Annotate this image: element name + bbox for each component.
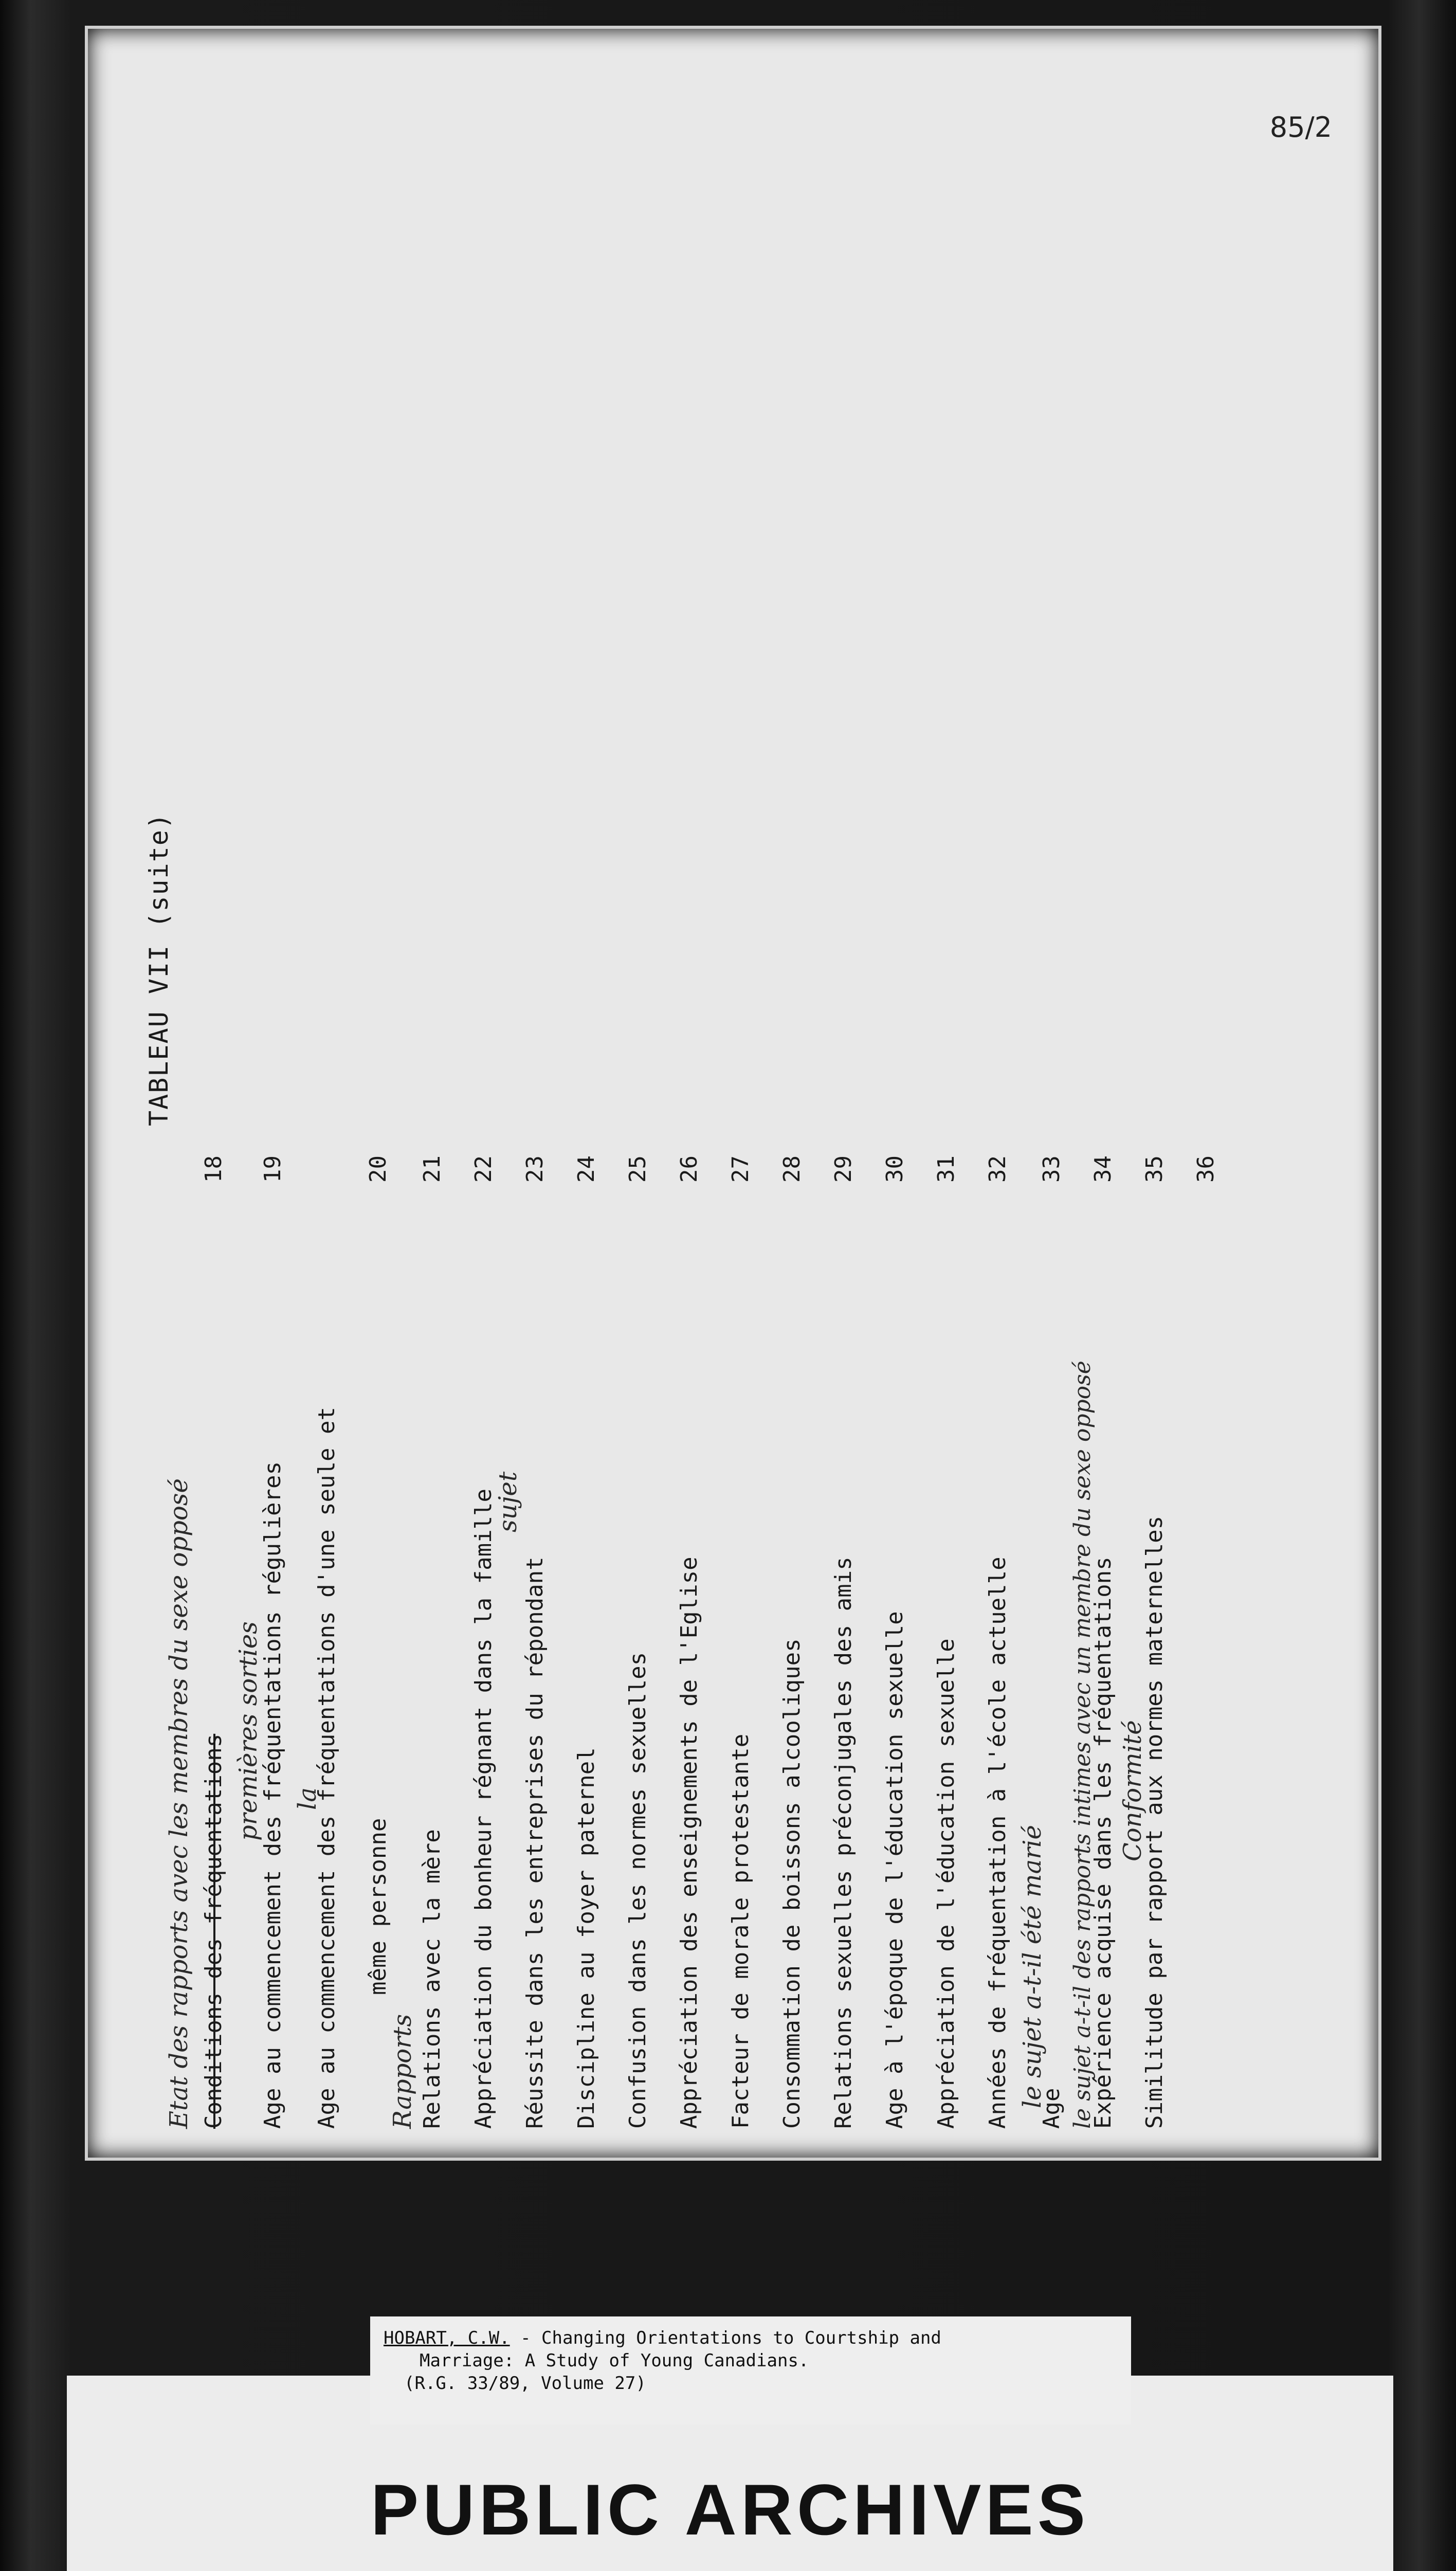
table-row: Conditions des fréquentations 18 [201,1155,227,2129]
table-row: 36 [1193,1155,1219,1183]
handwritten-annotation: premières sorties [234,1621,263,1841]
handwritten-annotation: Conformité [1118,1720,1147,1861]
handwritten-annotation: le sujet a-t-il des rapports intimes avec un membre du sexe opposé [1069,1361,1096,2129]
table-row: Années de fréquentation à l'école actuelle 32 [985,1155,1011,2129]
page-number: 85/2 [1269,111,1332,143]
table-row: Appréciation de l'éducation sexuelle 31 [933,1155,959,2129]
table-row: Relations sexuelles préconjugales des amis 29 [830,1155,857,2129]
table-row: Age au commencement des fréquentations d'une seule et [314,1407,340,2129]
table-row: même personne 20 [365,1155,391,1995]
table-row: Réussite dans les entreprises du répondant 23 [522,1155,548,2129]
banner-line-public-archives: PUBLIC ARCHIVES [370,2469,1090,2550]
table-row: Confusion dans les normes sexuelles 25 [625,1155,651,2129]
table-row: Appréciation des enseignements de l'Eglise 26 [676,1155,702,2129]
table-row: Similitude par rapport aux normes maternelles 35 [1141,1155,1168,2129]
table-row: Age au commencement des fréquentations régulières 19 [260,1155,286,2129]
table-row: Facteur de morale protestante 27 [727,1155,754,2129]
table-row: Age 33 [1039,1155,1065,2129]
table-row: Appréciation du bonheur régnant dans la famille 22 [470,1155,497,2129]
table-row: Relations avec la mère 21 [419,1155,445,2129]
citation-line-1: HOBART, C.W. - Changing Orientations to Courtship and [384,2328,941,2348]
table-row: Consommation de boissons alcooliques 28 [779,1155,805,2129]
citation-card [370,2316,1131,2424]
handwritten-annotation: sujet [494,1471,522,1532]
table-row: Discipline au foyer paternel 24 [573,1155,599,2129]
citation-line-3: (R.G. 33/89, Volume 27) [404,2373,646,2394]
handwritten-annotation: la [293,1787,322,1810]
citation-author: HOBART, C.W. [384,2328,510,2348]
table-row: Expérience acquise dans les fréquentations 34 [1090,1155,1116,2129]
table-title: TABLEAU VII (suite) [144,812,174,1126]
handwritten-annotation: Etat des rapports avec les membres du sexe opposé [165,1478,193,2129]
table-row: Age à l'époque de l'éducation sexuelle 30 [882,1155,908,2129]
citation-line-2: Marriage: A Study of Young Canadians. [420,2350,809,2371]
rotated-table [144,812,1326,2129]
handwritten-annotation: Rapports [388,2014,417,2129]
handwritten-annotation: le sujet a-t-il été marié [1018,1825,1047,2108]
